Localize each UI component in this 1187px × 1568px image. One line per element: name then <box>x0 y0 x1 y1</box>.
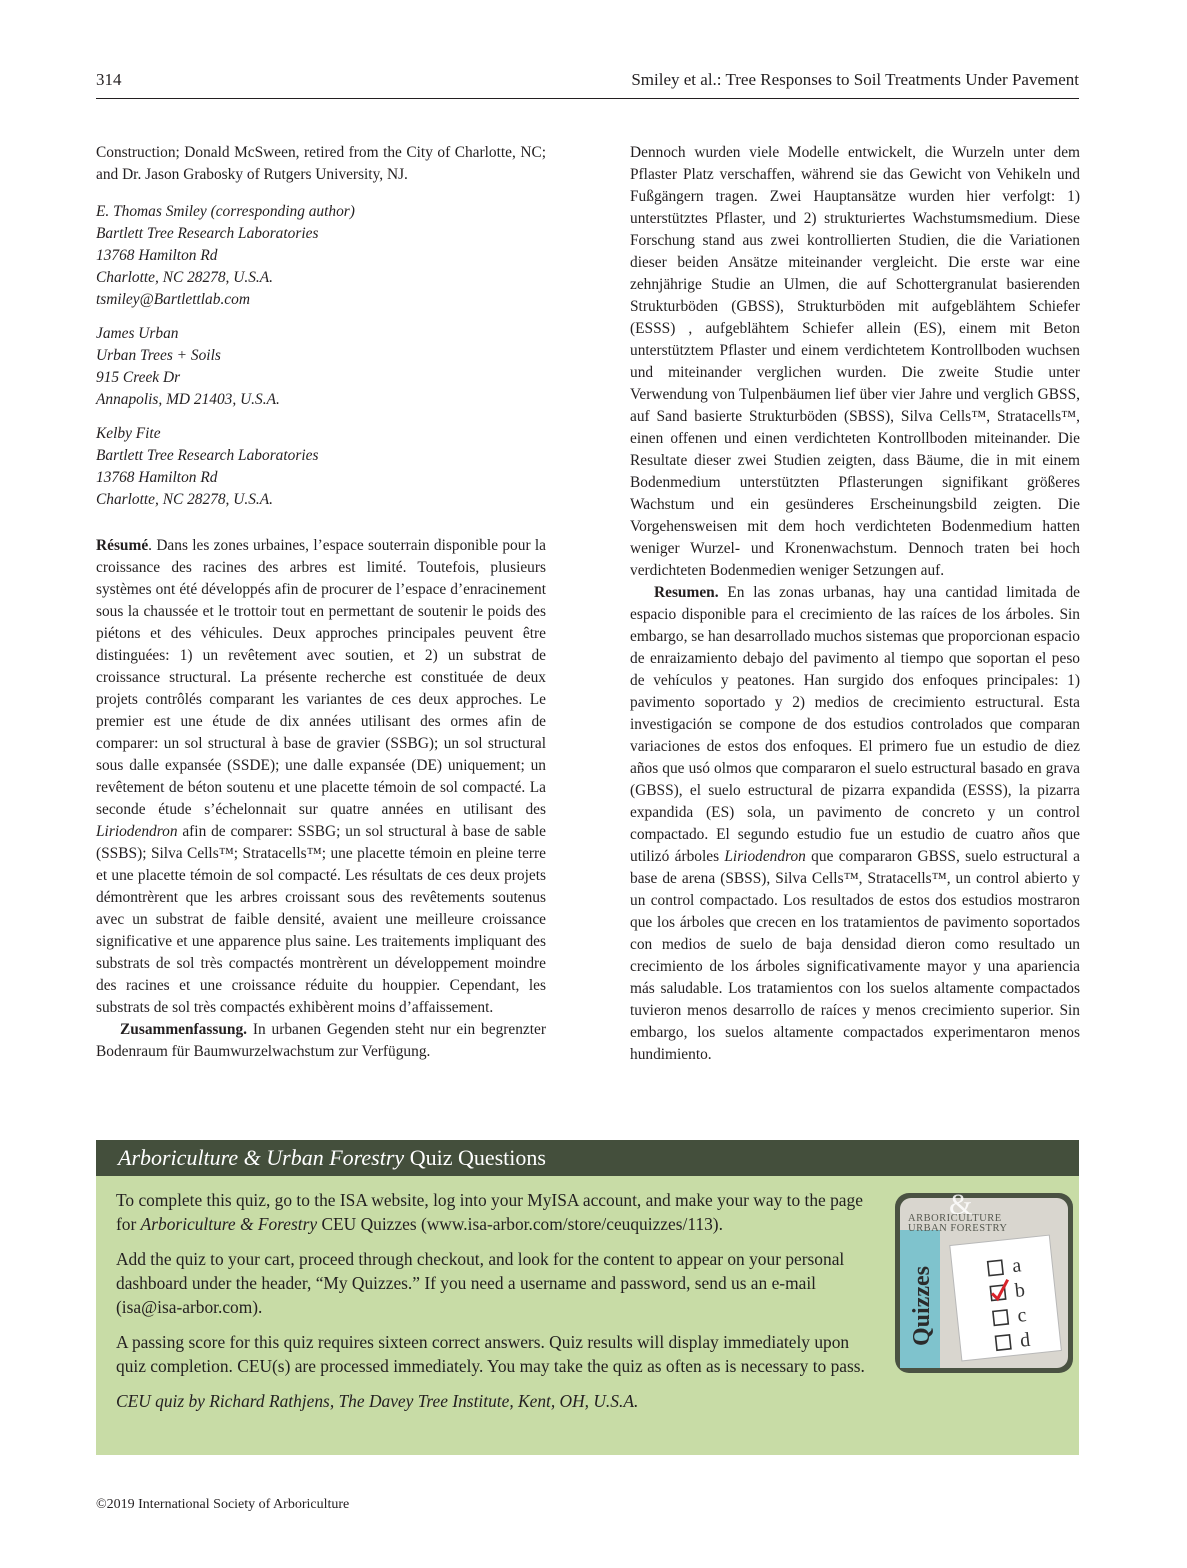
logo-line2: URBAN FORESTRY <box>908 1223 1008 1234</box>
logo-side-label: Quizzes <box>909 1266 935 1346</box>
quiz-paragraph: To complete this quiz, go to the ISA website, log into your MyISA account, and make your way to the page for Arboriculture & Forestry CEU Quizzes (www.isa-arbor.com/store/ceuquizzes/113). <box>116 1190 863 1234</box>
acknowledgments-continued: Construction; Donald McSween, retired from the City of Charlotte, NC; and Dr. Jason Grabosky of Rutgers University, NJ. <box>96 144 546 183</box>
logo-line1: ARBORICULTURE <box>908 1213 1002 1224</box>
address-line: Kelby Fite <box>96 425 161 442</box>
address-line: 13768 Hamilton Rd <box>96 247 218 264</box>
quiz-credit: CEU quiz by Richard Rathjens, The Davey Tree Institute, Kent, OH, U.S.A. <box>116 1391 639 1411</box>
address-line: 13768 Hamilton Rd <box>96 469 218 486</box>
address-line: Urban Trees + Soils <box>96 347 221 364</box>
svg-text:b: b <box>1013 1279 1026 1302</box>
quiz-box <box>96 1140 1079 1455</box>
copyright-footer: ©2019 International Society of Arboriculture <box>96 1497 350 1512</box>
logo-ampersand: & <box>949 1192 973 1221</box>
author-address-3 <box>96 423 546 511</box>
running-title: Smiley et al.: Tree Responses to Soil Treatments Under Pavement <box>631 70 1079 89</box>
address-line: Charlotte, NC 28278, U.S.A. <box>96 491 273 508</box>
resume-paragraph: Résumé. Dans les zones urbaines, l’espace souterrain disponible pour la croissance des racines des arbres est limité. Toutefois, plusieurs systèmes ont été développés afin de procurer de l’espace d’enracinement sous la chaussée et le trottoir tout en permettant de soutenir le poids des piétons et des véhicules. Deux approches principales peuvent être distinguées: 1) un revêtement avec soutien, et 2) un substrat de croissance structural. La présente recherche est constituée de deux projets contrôlés comparant les variantes de ces deux approches. Le premier est une étude de dix années utilisant des ormes afin de comparer: un sol structural à base de gravier (SSBG); un sol structural sous dalle expansée (SSDE); une dalle expansée (DE) uniquement; un revêtement de béton soutenu et une placette témoin de sol compacté. La seconde étude s’échelonnait sur quatre années en utilisant des Liriodendron afin de comparer: SSBG; un sol structural à base de sable (SSBS); Silva Cells™; Stratacells™; une placette témoin en pleine terre et une placette témoin de sol compacté. Les résultats de ces deux projets démontrèrent que les arbres croissant sous des revêtements soutenus avec un substrat de faible densité, avaient une meilleure croissance significative et une apparence plus saine. Les traitements impliquant des substrats de sol très compactés montrèrent un développement moindre des racines et une croissance réduite du houppier. Cependant, les substrats de sol très compactés exhibèrent moins d’affaissement. <box>96 537 546 1016</box>
svg-text:a: a <box>1011 1254 1023 1278</box>
svg-text:d: d <box>1018 1328 1032 1352</box>
address-line: Bartlett Tree Research Laboratories <box>96 447 319 464</box>
author-email[interactable]: tsmiley@Bartlettlab.com <box>96 291 250 308</box>
address-line: Annapolis, MD 21403, U.S.A. <box>96 391 280 408</box>
svg-text:c: c <box>1016 1304 1028 1327</box>
page-number: 314 <box>96 70 122 89</box>
resumen-paragraph: Resumen. En las zonas urbanas, hay una cantidad limitada de espacio disponible para el crecimiento de las raíces de los árboles. Sin embargo, se han desarrollado muchos sistemas que proporcionan espacio de enraizamiento debajo del pavimento al tiempo que soportan el peso de vehículos y peatones. Han surgido dos enfoques principales: 1) pavimento soportado y 2) medios de crecimiento estructural. Esta investigación se compone de dos estudios controlados que comparan variaciones de estos dos enfoques. El primero fue un estudio de diez años que usó olmos que compararon el suelo estructural basado en grava (GBSS), el suelo estructural de pizarra expandida (ESSS), la pizarra expandida (ES) sola, un pavimento de concreto y un control compactado. El segundo estudio fue un estudio de cuatro años que utilizó árboles Liriodendron que compararon GBSS, suelo estructural a base de arena (SBSS), Silva Cells™, Stratacells™, un control abierto y un control compactado. Los resultados de estos dos estudios mostraron que los árboles que crecen en los tratamientos de pavimento soportados con medios de suelo de baja densidad dieron como resultado un crecimiento de los árboles significativamente mayor y una apariencia más saludable. Los tratamientos con los suelos altamente compactados tuvieron menos desarrollo de raíces y menos crecimiento superior. Sin embargo, los suelos altamente compactados experimentaron menos hundimiento. <box>630 584 1080 1063</box>
quiz-paragraph: A passing score for this quiz requires sixteen correct answers. Quiz results will display immediately upon quiz completion. CEU(s) are processed immediately. You may take the quiz as often as is necessary to pass. <box>116 1332 865 1376</box>
resume-label: Résumé <box>96 537 149 554</box>
right-column <box>630 142 1080 1066</box>
quiz-paragraph: Add the quiz to your cart, proceed through checkout, and look for the content to appear on your personal dashboard under the header, “My Quizzes.” If you need a username and password, send us an e-mail (isa@isa-arbor.com). <box>116 1249 845 1317</box>
zusammenfassung-label: Zusammenfassung. <box>120 1021 248 1038</box>
address-line: 915 Creek Dr <box>96 369 181 386</box>
quizzes-logo <box>894 1192 1074 1374</box>
address-line: James Urban <box>96 325 179 342</box>
address-line: E. Thomas Smiley (corresponding author) <box>96 203 355 220</box>
address-line: Bartlett Tree Research Laboratories <box>96 225 319 242</box>
author-address-2 <box>96 323 546 411</box>
page-header <box>96 68 1079 99</box>
address-line: Charlotte, NC 28278, U.S.A. <box>96 269 273 286</box>
zusammenfassung-paragraph: Zusammenfassung. In urbanen Gegenden steht nur ein begrenzter Bodenraum für Baumwurzelwachstum zur Verfügung. <box>96 1021 546 1060</box>
author-address-1 <box>96 201 546 311</box>
quiz-card <box>950 1235 1062 1361</box>
zusammenfassung-continued: Dennoch wurden viele Modelle entwickelt, die Wurzeln unter dem Pflaster Platz verschaffen, während sie das Gewicht von Vehikeln und Fußgängern tragen. Zwei Hauptansätze wurden hier verfolgt: 1) unterstütztes Pflaster, und 2) strukturiertes Wachstumsmedium. Diese Forschung stand aus zwei kontrollierten Studien, die die Variationen dieser beiden Ansätze miteinander vergleicht. Die erste war eine zehnjährige Studie an Ulmen, die auf Schottergranulat basierenden Strukturböden (GBSS), Strukturböden mit aufgeblähtem Schiefer (ESSS) , aufgeblähtem Schiefer allein (ES), einem mit Beton unterstütztem Pflaster und einem verdichtetem Kontrollboden wuchsen und miteinander verglichen wurden. Die zweite Studie unter Verwendung von Tulpenbäumen lief über vier Jahre und verglich GBSS, auf Sand basierte Strukturböden (SBSS), Silva Cells™, Stratacells™, einen offenen und einen verdichteten Kontrollboden miteinander. Die Resultate dieser zwei Studien zeigten, dass Bäume, die in mit einem Bodenmedium unterstützten Pflasterungen signifikant größeres Wachstum und ein gesünderes Erscheinungsbild zeigten. Die Vorgehensweisen mit dem hoch verdichteten Bodenmedium hatten weniger Wurzel- und Kronenwachstum. Dennoch traten bei hoch verdichteten Bodenmedien weniger Setzungen auf. <box>630 144 1080 579</box>
resumen-label: Resumen. <box>654 584 719 601</box>
quiz-instructions <box>116 1188 876 1424</box>
quiz-title: Arboriculture & Urban Forestry Quiz Questions <box>96 1140 1079 1176</box>
left-column <box>96 142 546 1063</box>
